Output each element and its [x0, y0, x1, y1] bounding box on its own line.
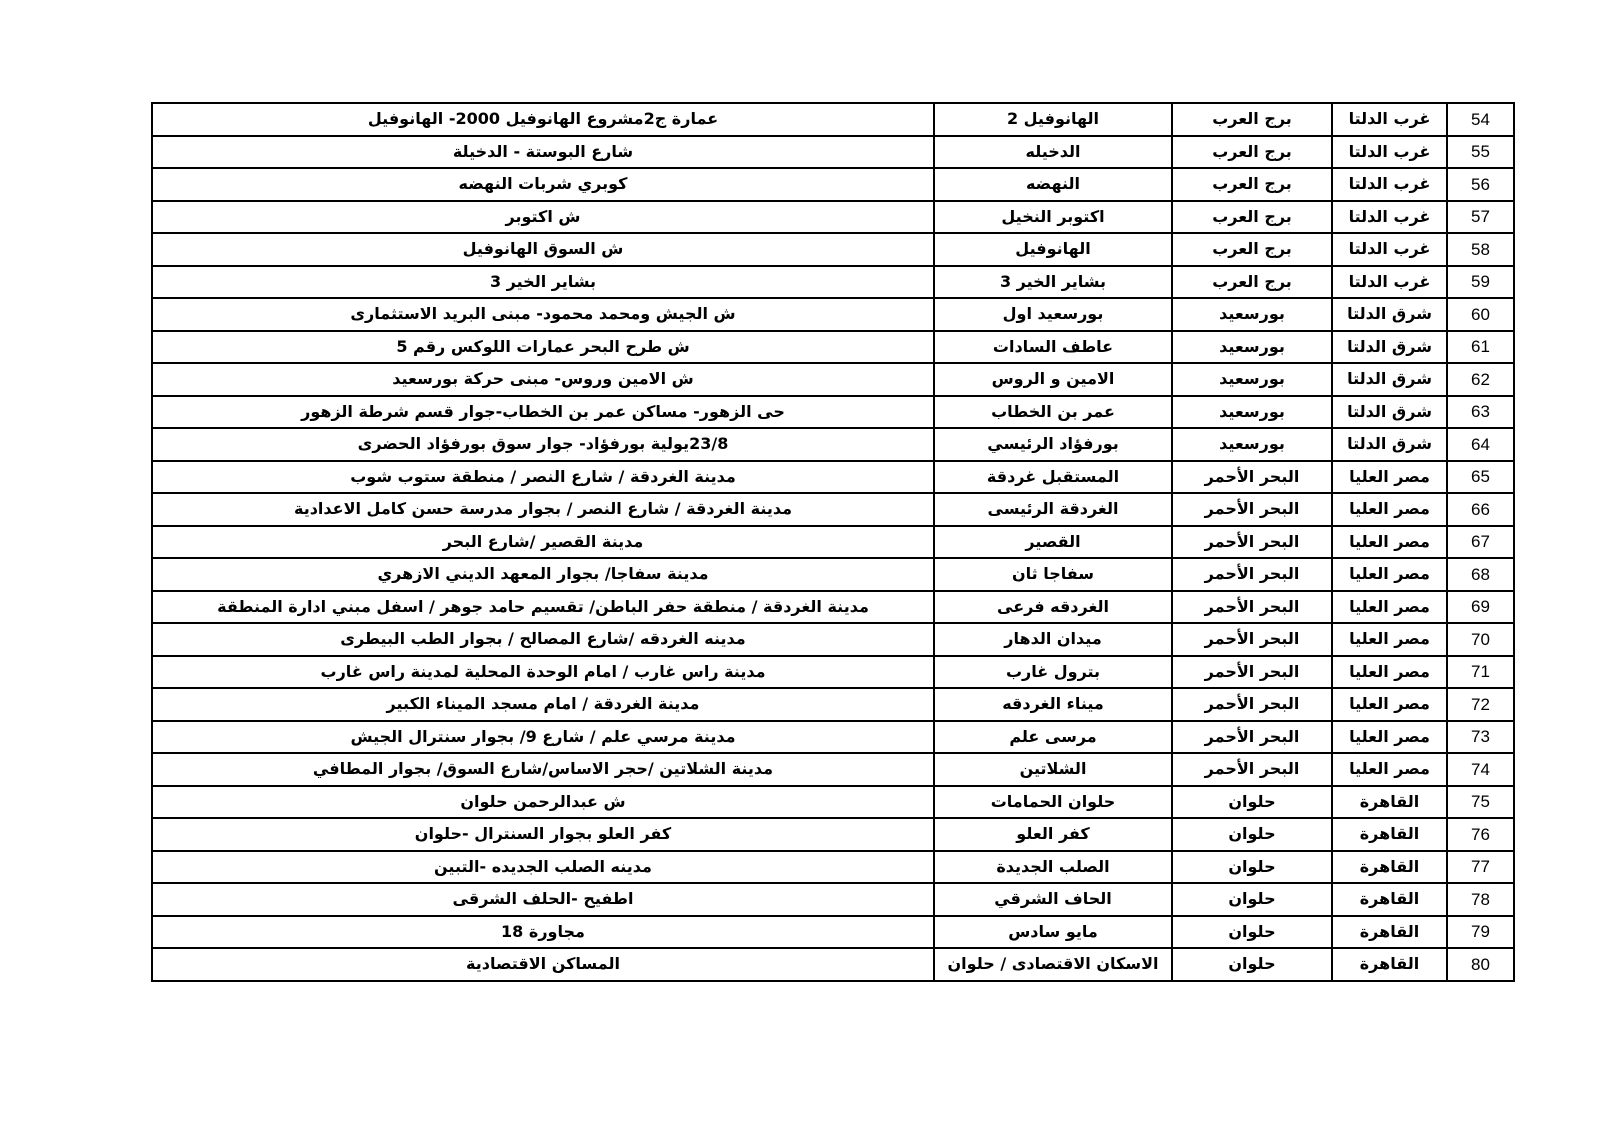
table-row [152, 851, 1514, 884]
row-number-cell: 56 [1447, 168, 1514, 201]
row-number-cell: 63 [1447, 396, 1514, 429]
office-cell: الغردقة الرئيسى [934, 493, 1172, 526]
row-number-cell: 65 [1447, 461, 1514, 494]
table-row [152, 266, 1514, 299]
branch-cell: حلوان [1172, 948, 1332, 981]
region-cell: غرب الدلتا [1332, 233, 1447, 266]
region-cell: مصر العليا [1332, 721, 1447, 754]
table-row [152, 558, 1514, 591]
office-cell: الامين و الروس [934, 363, 1172, 396]
table-row [152, 591, 1514, 624]
table-row [152, 201, 1514, 234]
office-cell: مايو سادس [934, 916, 1172, 949]
address-cell: 23/8يولية بورفؤاد- جوار سوق بورفؤاد الحضرى [152, 428, 934, 461]
table-row [152, 461, 1514, 494]
office-cell: بورفؤاد الرئيسي [934, 428, 1172, 461]
office-cell: الغردقه فرعى [934, 591, 1172, 624]
branch-cell: البحر الأحمر [1172, 721, 1332, 754]
branch-cell: برج العرب [1172, 136, 1332, 169]
table-row [152, 721, 1514, 754]
row-number-cell: 76 [1447, 818, 1514, 851]
region-cell: شرق الدلتا [1332, 363, 1447, 396]
row-number-cell: 74 [1447, 753, 1514, 786]
office-cell: النهضه [934, 168, 1172, 201]
office-cell: الشلاتين [934, 753, 1172, 786]
region-cell: غرب الدلتا [1332, 201, 1447, 234]
office-cell: الهانوفيل [934, 233, 1172, 266]
region-cell: القاهرة [1332, 948, 1447, 981]
row-number-cell: 66 [1447, 493, 1514, 526]
row-number-cell: 61 [1447, 331, 1514, 364]
row-number-cell: 57 [1447, 201, 1514, 234]
branch-cell: البحر الأحمر [1172, 461, 1332, 494]
table-row [152, 623, 1514, 656]
office-cell: حلوان الحمامات [934, 786, 1172, 819]
row-number-cell: 64 [1447, 428, 1514, 461]
table-row [152, 493, 1514, 526]
office-cell: الحاف الشرقي [934, 883, 1172, 916]
branch-cell: البحر الأحمر [1172, 526, 1332, 559]
address-cell: مدينة الغردقة / شارع النصر / بجوار مدرسة حسن كامل الاعدادية [152, 493, 934, 526]
region-cell: القاهرة [1332, 916, 1447, 949]
region-cell: مصر العليا [1332, 591, 1447, 624]
table-row [152, 916, 1514, 949]
office-cell: الاسكان الاقتصادى / حلوان [934, 948, 1172, 981]
row-number-cell: 71 [1447, 656, 1514, 689]
row-number-cell: 73 [1447, 721, 1514, 754]
branch-cell: بورسعيد [1172, 331, 1332, 364]
address-cell: عمارة ج2مشروع الهانوفيل 2000- الهانوفيل [152, 103, 934, 136]
region-cell: مصر العليا [1332, 753, 1447, 786]
region-cell: مصر العليا [1332, 656, 1447, 689]
address-cell: اطفيح -الحلف الشرقى [152, 883, 934, 916]
region-cell: شرق الدلتا [1332, 428, 1447, 461]
office-cell: عمر بن الخطاب [934, 396, 1172, 429]
region-cell: غرب الدلتا [1332, 103, 1447, 136]
table-row [152, 331, 1514, 364]
branch-cell: بورسعيد [1172, 428, 1332, 461]
post-offices-table [151, 102, 1515, 982]
region-cell: غرب الدلتا [1332, 136, 1447, 169]
table-row [152, 656, 1514, 689]
table-row [152, 298, 1514, 331]
table-body [152, 103, 1514, 981]
branch-cell: برج العرب [1172, 103, 1332, 136]
table-row [152, 818, 1514, 851]
region-cell: غرب الدلتا [1332, 168, 1447, 201]
region-cell: مصر العليا [1332, 688, 1447, 721]
branch-cell: البحر الأحمر [1172, 493, 1332, 526]
branch-cell: حلوان [1172, 818, 1332, 851]
office-cell: ميناء الغردقه [934, 688, 1172, 721]
address-cell: حى الزهور- مساكن عمر بن الخطاب-جوار قسم شرطة الزهور [152, 396, 934, 429]
office-cell: المستقبل غردقة [934, 461, 1172, 494]
office-cell: كفر العلو [934, 818, 1172, 851]
region-cell: شرق الدلتا [1332, 298, 1447, 331]
table-row [152, 103, 1514, 136]
branch-cell: البحر الأحمر [1172, 753, 1332, 786]
branch-cell: بورسعيد [1172, 298, 1332, 331]
row-number-cell: 55 [1447, 136, 1514, 169]
region-cell: مصر العليا [1332, 526, 1447, 559]
table-row [152, 753, 1514, 786]
row-number-cell: 70 [1447, 623, 1514, 656]
row-number-cell: 78 [1447, 883, 1514, 916]
address-cell: ش اكتوبر [152, 201, 934, 234]
office-cell: عاطف السادات [934, 331, 1172, 364]
address-cell: ش السوق الهانوفيل [152, 233, 934, 266]
office-cell: بورسعيد اول [934, 298, 1172, 331]
address-cell: مدينة الغردقة / منطقة حفر الباطن/ تقسيم حامد جوهر / اسفل مبني ادارة المنطقة [152, 591, 934, 624]
office-cell: بترول غارب [934, 656, 1172, 689]
row-number-cell: 62 [1447, 363, 1514, 396]
table-row [152, 233, 1514, 266]
office-cell: الصلب الجديدة [934, 851, 1172, 884]
address-cell: مدينة الغردقة / شارع النصر / منطقة ستوب شوب [152, 461, 934, 494]
table-row [152, 786, 1514, 819]
region-cell: غرب الدلتا [1332, 266, 1447, 299]
address-cell: ش الجيش ومحمد محمود- مبنى البريد الاستثمارى [152, 298, 934, 331]
office-cell: بشاير الخير 3 [934, 266, 1172, 299]
branch-cell: البحر الأحمر [1172, 688, 1332, 721]
address-cell: شارع البوستة - الدخيلة [152, 136, 934, 169]
address-cell: ش الامين وروس- مبنى حركة بورسعيد [152, 363, 934, 396]
office-cell: القصير [934, 526, 1172, 559]
office-cell: مرسى علم [934, 721, 1172, 754]
branch-cell: برج العرب [1172, 201, 1332, 234]
branch-cell: حلوان [1172, 883, 1332, 916]
branch-cell: البحر الأحمر [1172, 558, 1332, 591]
row-number-cell: 69 [1447, 591, 1514, 624]
address-cell: ش طرح البحر عمارات اللوكس رقم 5 [152, 331, 934, 364]
address-cell: مدينة الشلاتين /حجر الاساس/شارع السوق/ بجوار المطافي [152, 753, 934, 786]
address-cell: مدينة راس غارب / امام الوحدة المحلية لمدينة راس غارب [152, 656, 934, 689]
region-cell: القاهرة [1332, 851, 1447, 884]
branch-cell: برج العرب [1172, 266, 1332, 299]
branch-cell: البحر الأحمر [1172, 623, 1332, 656]
office-cell: ميدان الدهار [934, 623, 1172, 656]
table-row [152, 428, 1514, 461]
table-row [152, 363, 1514, 396]
branch-cell: بورسعيد [1172, 363, 1332, 396]
address-cell: مدينة القصير /شارع البحر [152, 526, 934, 559]
table-row [152, 948, 1514, 981]
branch-cell: حلوان [1172, 916, 1332, 949]
address-cell: مدينه الغردقه /شارع المصالح / بجوار الطب البيطرى [152, 623, 934, 656]
office-cell: سفاجا ثان [934, 558, 1172, 591]
branch-cell: حلوان [1172, 851, 1332, 884]
region-cell: مصر العليا [1332, 493, 1447, 526]
row-number-cell: 80 [1447, 948, 1514, 981]
branch-cell: بورسعيد [1172, 396, 1332, 429]
region-cell: القاهرة [1332, 883, 1447, 916]
address-cell: مدينه الصلب الجديده -التبين [152, 851, 934, 884]
branch-cell: برج العرب [1172, 233, 1332, 266]
row-number-cell: 68 [1447, 558, 1514, 591]
branch-cell: حلوان [1172, 786, 1332, 819]
address-cell: مدينة مرسي علم / شارع 9/ بجوار سنترال الجيش [152, 721, 934, 754]
table-row [152, 396, 1514, 429]
row-number-cell: 77 [1447, 851, 1514, 884]
row-number-cell: 67 [1447, 526, 1514, 559]
region-cell: شرق الدلتا [1332, 396, 1447, 429]
row-number-cell: 60 [1447, 298, 1514, 331]
office-cell: الهانوفيل 2 [934, 103, 1172, 136]
branch-cell: البحر الأحمر [1172, 591, 1332, 624]
region-cell: مصر العليا [1332, 558, 1447, 591]
table-row [152, 168, 1514, 201]
region-cell: القاهرة [1332, 818, 1447, 851]
address-cell: ش عبدالرحمن حلوان [152, 786, 934, 819]
region-cell: شرق الدلتا [1332, 331, 1447, 364]
office-cell: الدخيله [934, 136, 1172, 169]
row-number-cell: 59 [1447, 266, 1514, 299]
table-row [152, 526, 1514, 559]
region-cell: مصر العليا [1332, 623, 1447, 656]
table-row [152, 136, 1514, 169]
address-cell: كوبري شربات النهضه [152, 168, 934, 201]
row-number-cell: 75 [1447, 786, 1514, 819]
row-number-cell: 54 [1447, 103, 1514, 136]
address-cell: مدينة الغردقة / امام مسجد الميناء الكبير [152, 688, 934, 721]
table-row [152, 688, 1514, 721]
branch-cell: برج العرب [1172, 168, 1332, 201]
address-cell: المساكن الاقتصادية [152, 948, 934, 981]
row-number-cell: 72 [1447, 688, 1514, 721]
office-cell: اكتوبر النخيل [934, 201, 1172, 234]
address-cell: مدينة سفاجا/ بجوار المعهد الديني الازهري [152, 558, 934, 591]
branch-cell: البحر الأحمر [1172, 656, 1332, 689]
table-row [152, 883, 1514, 916]
address-cell: مجاورة 18 [152, 916, 934, 949]
region-cell: مصر العليا [1332, 461, 1447, 494]
row-number-cell: 58 [1447, 233, 1514, 266]
address-cell: بشاير الخير 3 [152, 266, 934, 299]
row-number-cell: 79 [1447, 916, 1514, 949]
address-cell: كفر العلو بجوار السنترال -حلوان [152, 818, 934, 851]
region-cell: القاهرة [1332, 786, 1447, 819]
